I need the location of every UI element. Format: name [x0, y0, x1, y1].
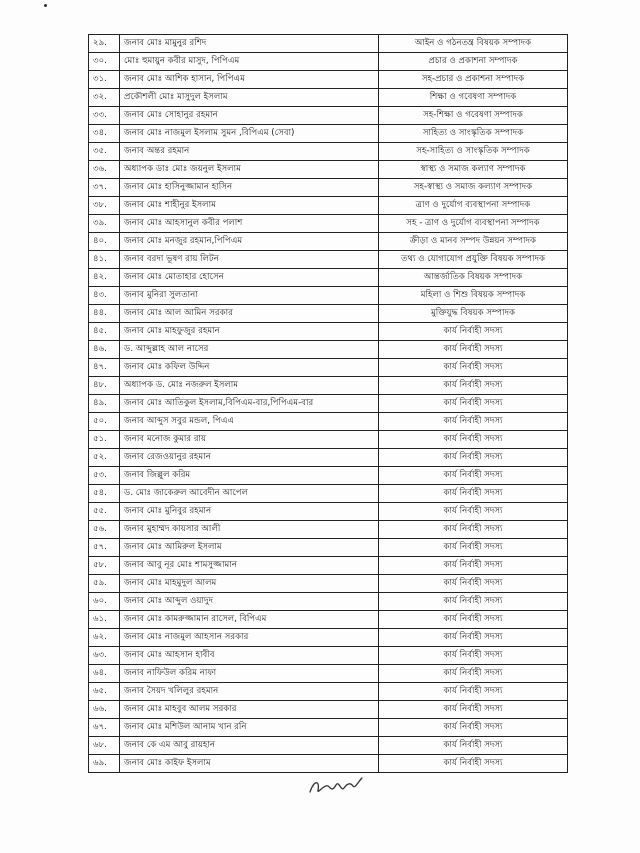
committee-table-body [89, 35, 568, 773]
serial-number-cell: ৫২. [89, 449, 120, 467]
member-role-cell: আইন ও গঠনতন্ত্র বিষয়ক সম্পাদক [379, 35, 568, 53]
serial-number-cell: ৫৮. [89, 557, 120, 575]
serial-number-cell: ৫৭. [89, 539, 120, 557]
member-role-cell: কার্য নির্বাহী সদস্য [379, 359, 568, 377]
serial-number-cell: ৪৫. [89, 323, 120, 341]
serial-number-cell: ৫৫. [89, 503, 120, 521]
table-row [89, 251, 568, 269]
member-name-cell: জনাব মোঃ আব্দুল ওয়াদুদ [120, 593, 379, 611]
member-role-cell: মহিলা ও শিশু বিষয়ক সম্পাদক [379, 287, 568, 305]
serial-number-cell: ৩৫. [89, 143, 120, 161]
member-name-cell: জনাব মোঃ সোহানুর রহমান [120, 107, 379, 125]
table-row [89, 161, 568, 179]
member-role-cell: শিক্ষা ও গবেষণা সম্পাদক [379, 89, 568, 107]
table-row [89, 647, 568, 665]
table-row [89, 341, 568, 359]
serial-number-cell: ৩৭. [89, 179, 120, 197]
member-role-cell: কার্য নির্বাহী সদস্য [379, 377, 568, 395]
member-role-cell: কার্য নির্বাহী সদস্য [379, 629, 568, 647]
serial-number-cell: ৬০. [89, 593, 120, 611]
member-name-cell: জনাব জিল্লুল করিম [120, 467, 379, 485]
member-role-cell: কার্য নির্বাহী সদস্য [379, 755, 568, 773]
member-role-cell: কার্য নির্বাহী সদস্য [379, 593, 568, 611]
table-row [89, 71, 568, 89]
member-role-cell: সহ - ত্রাণ ও দুর্যোগ ব্যবস্থাপনা সম্পাদক [379, 215, 568, 233]
table-row [89, 629, 568, 647]
serial-number-cell: ৬১. [89, 611, 120, 629]
table-row [89, 485, 568, 503]
table-row [89, 269, 568, 287]
member-role-cell: সহ-সাহিত্য ও সাংস্কৃতিক সম্পাদক [379, 143, 568, 161]
serial-number-cell: ৩৯. [89, 215, 120, 233]
member-name-cell: জনাব মোঃ আশিক হাসান, পিপিএম [120, 71, 379, 89]
member-name-cell: জনাব মোঃ আল আমিন সরকার [120, 305, 379, 323]
member-name-cell: জনাব মোঃ মাহবুব আলম সরকার [120, 701, 379, 719]
member-role-cell: কার্য নির্বাহী সদস্য [379, 575, 568, 593]
serial-number-cell: ৬৩. [89, 647, 120, 665]
member-name-cell: জনাব মনোজ কুমার রায় [120, 431, 379, 449]
table-row [89, 737, 568, 755]
table-row [89, 413, 568, 431]
member-role-cell: মুক্তিযুদ্ধ বিষয়ক সম্পাদক [379, 305, 568, 323]
table-row [89, 287, 568, 305]
serial-number-cell: ৬৭. [89, 719, 120, 737]
serial-number-cell: ৪৪. [89, 305, 120, 323]
serial-number-cell: ৩৩. [89, 107, 120, 125]
table-row [89, 143, 568, 161]
member-name-cell: জনাব কে এম আবু রায়হান [120, 737, 379, 755]
table-row [89, 449, 568, 467]
member-name-cell: জনাব মোঃ নাজমুল আহসান সরকার [120, 629, 379, 647]
member-name-cell: অধ্যাপক ডাঃ মোঃ জয়নুল ইসলাম [120, 161, 379, 179]
member-name-cell: জনাব মোঃ মুনিবুর রহমান [120, 503, 379, 521]
table-row [89, 305, 568, 323]
serial-number-cell: ৪৬. [89, 341, 120, 359]
serial-number-cell: ৬৮. [89, 737, 120, 755]
serial-number-cell: ৪৮. [89, 377, 120, 395]
signature-icon [306, 770, 366, 800]
member-name-cell: জনাব মোঃ মাহফুজুর রহমান [120, 323, 379, 341]
member-name-cell: জনাব মুনিরা সুলতানা [120, 287, 379, 305]
table-row [89, 611, 568, 629]
table-row [89, 233, 568, 251]
member-role-cell: কার্য নির্বাহী সদস্য [379, 647, 568, 665]
serial-number-cell: ৩৮. [89, 197, 120, 215]
serial-number-cell: ৪৩. [89, 287, 120, 305]
member-name-cell: জনাব মোঃ শাহীনুর ইসলাম [120, 197, 379, 215]
serial-number-cell: ৬৪. [89, 665, 120, 683]
table-row [89, 575, 568, 593]
member-name-cell: ড. আব্দুল্লাহ আল নাসের [120, 341, 379, 359]
table-row [89, 539, 568, 557]
member-name-cell: জনাব মোঃ নাজমুল ইসলাম সুমন ,বিপিএম (সেবা) [120, 125, 379, 143]
member-name-cell: জনাব মুহাম্মদ কায়সার আলী [120, 521, 379, 539]
member-role-cell: কার্য নির্বাহী সদস্য [379, 719, 568, 737]
scan-speck [44, 4, 47, 7]
table-row [89, 557, 568, 575]
serial-number-cell: ৩১. [89, 71, 120, 89]
member-role-cell: কার্য নির্বাহী সদস্য [379, 413, 568, 431]
member-role-cell: আন্তর্জাতিক বিষয়ক সম্পাদক [379, 269, 568, 287]
serial-number-cell: ৪৯. [89, 395, 120, 413]
member-name-cell: জনাব মোঃ আহসানুল কবীর পলাশ [120, 215, 379, 233]
member-role-cell: কার্য নির্বাহী সদস্য [379, 395, 568, 413]
member-role-cell: কার্য নির্বাহী সদস্য [379, 539, 568, 557]
member-name-cell: জনাব নাফিউল করিম নাফা [120, 665, 379, 683]
member-role-cell: সাহিত্য ও সাংস্কৃতিক সম্পাদক [379, 125, 568, 143]
serial-number-cell: ৬৬. [89, 701, 120, 719]
member-role-cell: প্রচার ও প্রকাশনা সম্পাদক [379, 53, 568, 71]
member-name-cell: জনাব মোঃ মশিউল আনাম খান রনি [120, 719, 379, 737]
table-row [89, 719, 568, 737]
serial-number-cell: ৪২. [89, 269, 120, 287]
member-name-cell: জনাব মোঃ মোতাহার হোসেন [120, 269, 379, 287]
table-row [89, 53, 568, 71]
member-name-cell: জনাব মোঃ কফিল উদ্দিন [120, 359, 379, 377]
member-role-cell: কার্য নির্বাহী সদস্য [379, 449, 568, 467]
serial-number-cell: ৪০. [89, 233, 120, 251]
member-role-cell: কার্য নির্বাহী সদস্য [379, 701, 568, 719]
member-name-cell: জনাব মোঃ কাইফ ইসলাম [120, 755, 379, 773]
member-name-cell: জনাব মোঃ মামুনুর রশিদ [120, 35, 379, 53]
serial-number-cell: ৫৬. [89, 521, 120, 539]
member-role-cell: কার্য নির্বাহী সদস্য [379, 323, 568, 341]
member-role-cell: কার্য নির্বাহী সদস্য [379, 431, 568, 449]
member-name-cell: জনাব বরদা ভূষণ রায় লিটন [120, 251, 379, 269]
member-role-cell: কার্য নির্বাহী সদস্য [379, 683, 568, 701]
member-role-cell: কার্য নির্বাহী সদস্য [379, 665, 568, 683]
table-row [89, 503, 568, 521]
serial-number-cell: ৪১. [89, 251, 120, 269]
member-role-cell: কার্য নির্বাহী সদস্য [379, 503, 568, 521]
member-name-cell: জনাব মোঃ আতিকুল ইসলাম,বিপিএম-বার,পিপিএম-বার [120, 395, 379, 413]
table-row [89, 377, 568, 395]
member-name-cell: জনাব মোঃ আহসান হাবীব [120, 647, 379, 665]
table-row [89, 89, 568, 107]
table-row [89, 125, 568, 143]
member-role-cell: কার্য নির্বাহী সদস্য [379, 467, 568, 485]
member-role-cell: কার্য নির্বাহী সদস্য [379, 737, 568, 755]
table-row [89, 107, 568, 125]
member-role-cell: স্বাস্থ্য ও সমাজ কল্যাণ সম্পাদক [379, 161, 568, 179]
member-name-cell: জনাব অন্তর রহমান [120, 143, 379, 161]
member-name-cell: মোঃ হুমায়ুন কবীর মাসুদ, পিপিএম [120, 53, 379, 71]
member-role-cell: সহ-স্বাস্থ্য ও সমাজ কল্যাণ সম্পাদক [379, 179, 568, 197]
serial-number-cell: ৩০. [89, 53, 120, 71]
table-row [89, 179, 568, 197]
table-row [89, 431, 568, 449]
member-role-cell: ক্রীড়া ও মানব সম্পদ উন্নয়ন সম্পাদক [379, 233, 568, 251]
table-row [89, 701, 568, 719]
table-row [89, 395, 568, 413]
serial-number-cell: ৫৩. [89, 467, 120, 485]
serial-number-cell: ৫৯. [89, 575, 120, 593]
table-row [89, 215, 568, 233]
committee-table [88, 34, 568, 773]
serial-number-cell: ৩৪. [89, 125, 120, 143]
serial-number-cell: ৬৫. [89, 683, 120, 701]
table-row [89, 359, 568, 377]
member-role-cell: কার্য নির্বাহী সদস্য [379, 341, 568, 359]
member-role-cell: কার্য নির্বাহী সদস্য [379, 611, 568, 629]
member-role-cell: কার্য নির্বাহী সদস্য [379, 521, 568, 539]
member-role-cell: কার্য নির্বাহী সদস্য [379, 485, 568, 503]
member-name-cell: জনাব মোঃ আমিরুল ইসলাম [120, 539, 379, 557]
table-row [89, 197, 568, 215]
member-name-cell: জনাব আব্দুস সবুর মন্ডল, পিএএ [120, 413, 379, 431]
table-row [89, 665, 568, 683]
member-name-cell: প্রকৌশলী মোঃ মাসুদুল ইসলাম [120, 89, 379, 107]
serial-number-cell: ৫১. [89, 431, 120, 449]
member-role-cell: সহ-শিক্ষা ও গবেষণা সম্পাদক [379, 107, 568, 125]
member-name-cell: জনাব রেজওয়ানুর রহমান [120, 449, 379, 467]
table-row [89, 35, 568, 53]
member-name-cell: জনাব সৈয়দ খলিলুর রহমান [120, 683, 379, 701]
table-row [89, 521, 568, 539]
member-role-cell: তথ্য ও যোগাযোগ প্রযুক্তি বিষয়ক সম্পাদক [379, 251, 568, 269]
member-name-cell: ড. মোঃ জাকেরুল আবেদীন আপেল [120, 485, 379, 503]
member-name-cell: জনাব মোঃ কামরুজ্জামান রাসেল, বিপিএম [120, 611, 379, 629]
serial-number-cell: ৫০. [89, 413, 120, 431]
serial-number-cell: ৬২. [89, 629, 120, 647]
table-row [89, 467, 568, 485]
serial-number-cell: ৫৪. [89, 485, 120, 503]
member-name-cell: জনাব আবু নূর মোঃ শামসুজ্জামান [120, 557, 379, 575]
member-role-cell: ত্রাণ ও দুর্যোগ ব্যবস্থাপনা সম্পাদক [379, 197, 568, 215]
table-row [89, 593, 568, 611]
table-row [89, 323, 568, 341]
member-name-cell: জনাব মোঃ মাহমুদুল আলম [120, 575, 379, 593]
serial-number-cell: ৩২. [89, 89, 120, 107]
serial-number-cell: ২৯. [89, 35, 120, 53]
serial-number-cell: ৪৭. [89, 359, 120, 377]
member-name-cell: জনাব মোঃ মনজুর রহমান,পিপিএম [120, 233, 379, 251]
table-row [89, 683, 568, 701]
serial-number-cell: ৬৯. [89, 755, 120, 773]
member-name-cell: জনাব মোঃ হাসিনুজ্জামান হাসিন [120, 179, 379, 197]
member-role-cell: কার্য নির্বাহী সদস্য [379, 557, 568, 575]
member-name-cell: অধ্যাপক ড. মোঃ নজরুল ইসলাম [120, 377, 379, 395]
member-role-cell: সহ-প্রচার ও প্রকাশনা সম্পাদক [379, 71, 568, 89]
serial-number-cell: ৩৬. [89, 161, 120, 179]
